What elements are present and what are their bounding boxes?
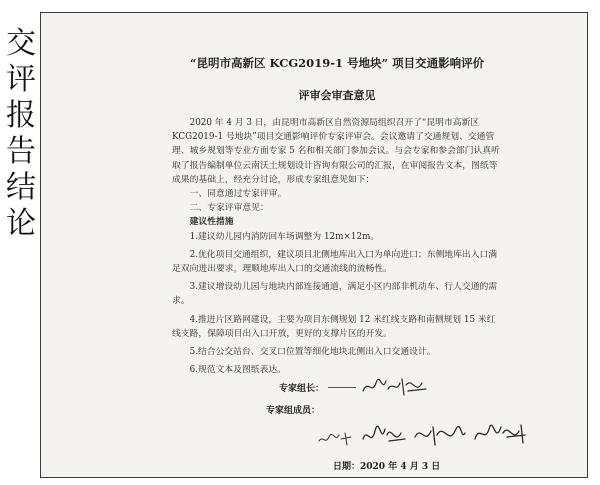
side-title-char: 论 [6, 206, 36, 241]
scanned-document [40, 12, 588, 478]
measures-heading: 建议性措施 [189, 217, 234, 228]
leader-row [279, 375, 430, 399]
side-title-char: 告 [6, 134, 36, 169]
point-opinions: 二、专家评审意见： [189, 203, 269, 214]
document-body [172, 116, 502, 377]
point-approve: 一、同意通过专家评审。 [189, 189, 287, 200]
leader-label: 专家组长： [279, 383, 325, 394]
side-title-char: 交 [6, 26, 36, 61]
measure-item: 2.优化项目交通组织，建议项目北侧地库出入口为单向进口；东侧地库出入口满足双向进出要求，理顺地库出入口的交通流线的流畅性。 [172, 249, 498, 275]
member-signatures [315, 417, 545, 457]
side-title-char: 报 [6, 98, 36, 133]
side-title [4, 26, 38, 242]
document-title: “昆明市高新区 KCG2019-1 号地块” 项目交通影响评价 [189, 56, 485, 70]
measure-item: 6.规范文本及图纸表达。 [189, 365, 286, 376]
side-title-char: 评 [6, 62, 36, 97]
intro-paragraph: 2020 年 4 月 3 日，由昆明市高新区自然资源局组织召开了“昆明市高新区 KCG2019-1 号地块”项目交通影响评价专家评审会。会议邀请了交通规划、交通管理、城乡规划等专业方面专家 5 名和相关部门参加会议。与会专家和参会部门认真听取了报告编制单位云南沃土规划设计咨询有限公司的汇报，在审阅报告文本，图纸等成果的基础上，经充分讨论，形成专家组意见如下： [172, 118, 500, 185]
members-label-row [266, 403, 320, 416]
measure-item: 3.建议增设幼儿园与地块内部连接通道，满足小区内部非机动车、行人交通的需求。 [172, 282, 498, 307]
members-label: 专家组成员： [266, 406, 321, 416]
document-content [172, 56, 502, 376]
side-title-char: 结 [6, 170, 36, 205]
measure-item: 5.结合公交站台、交叉口位置等细化地块北侧出入口交通设计。 [189, 347, 436, 358]
document-date: 日期：2020 年 4 月 3 日 [333, 462, 441, 472]
date-row [333, 459, 440, 472]
leader-signature [360, 375, 430, 399]
measure-item: 1.建议幼儿园内消防回车场调整为 12m×12m。 [189, 231, 380, 242]
measure-item: 4.推进片区路网建设，主要为项目东侧规划 12 米红线支路和南侧规划 15 米红线支路，保障项目出入口开放，更好的支撑片区的开发。 [172, 314, 496, 339]
signature-line [328, 387, 356, 388]
document-subtitle: 评审会审查意见 [298, 89, 376, 102]
